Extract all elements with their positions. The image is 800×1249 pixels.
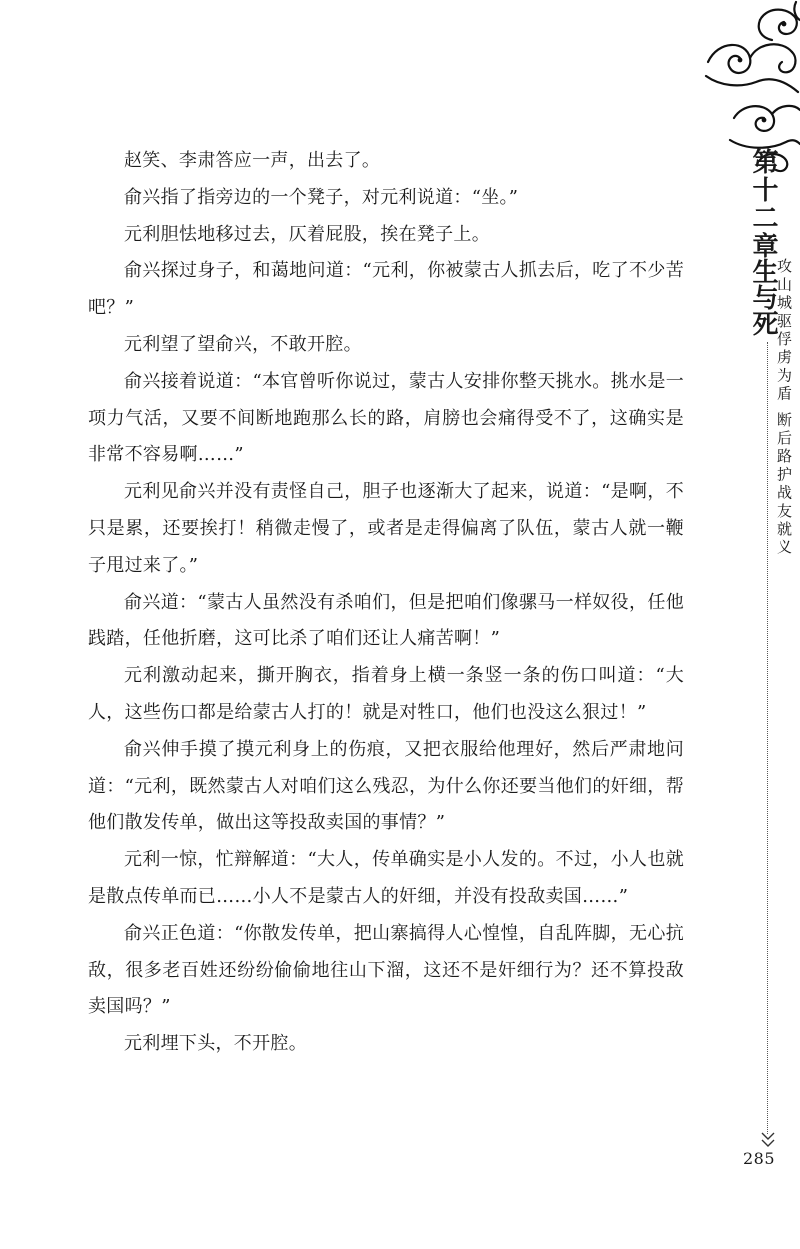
paragraph: 元利激动起来，撕开胸衣，指着身上横一条竖一条的伤口叫道：“大人，这些伤口都是给蒙古人打的！就是对牲口，他们也没这么狠过！” (88, 665, 684, 723)
double-chevron-down-icon (758, 1130, 778, 1150)
paragraph: 元利胆怯地移过去，仄着屁股，挨在凳子上。 (124, 223, 490, 245)
margin-divider-line (767, 342, 768, 1134)
chapter-number: 第十二章 (748, 148, 778, 260)
paragraph: 俞兴正色道：“你散发传单，把山寨搞得人心惶惶，自乱阵脚，无心抗敌，很多老百姓还纷纷偷偷地往山下溜，这还不是奸细行为？还不算投敌卖国吗？” (88, 922, 684, 1018)
paragraph: 赵笑、李肃答应一声，出去了。 (124, 150, 381, 171)
paragraph: 俞兴伸手摸了摸元利身上的伤痕，又把衣服给他理好，然后严肃地问道：“元利，既然蒙古人对咱们这么残忍，为什么你还要当他们的奸细，帮他们散发传单，做出这等投敌卖国的事情？” (88, 738, 684, 834)
paragraph: 俞兴指了指旁边的一个凳子，对元利说道：“坐。” (124, 186, 519, 208)
paragraph: 元利望了望俞兴，不敢开腔。 (124, 333, 362, 355)
chapter-title: 生与死 (748, 258, 778, 336)
paragraph: 元利见俞兴并没有责怪自己，胆子也逐渐大了起来，说道：“是啊，不只是累，还要挨打！稍微走慢了，或者是走得偏离了队伍，蒙古人就一鞭子甩过来了。” (88, 481, 684, 576)
paragraph: 元利埋下头，不开腔。 (124, 1033, 307, 1055)
chapter-subtitle: 攻山城驱俘虏为盾 断后路护战友就义 (775, 258, 793, 558)
chapter-body-text (88, 143, 684, 1063)
paragraph: 俞兴道：“蒙古人虽然没有杀咱们，但是把咱们像骡马一样奴役，任他践踏，任他折磨，这可比杀了咱们还让人痛苦啊！” (88, 591, 684, 650)
paragraph: 元利一惊，忙辩解道：“大人，传单确实是小人发的。不过，小人也就是散点传单而已……小人不是蒙古人的奸细，并没有投敌卖国……” (88, 849, 684, 907)
page-number: 285 (743, 1149, 776, 1168)
paragraph: 俞兴探过身子，和蔼地问道：“元利，你被蒙古人抓去后，吃了不少苦吧？” (88, 260, 684, 319)
paragraph: 俞兴接着说道：“本官曾听你说过，蒙古人安排你整天挑水。挑水是一项力气活，又要不间断地跑那么长的路，肩膀也会痛得受不了，这确实是非常不容易啊……” (88, 370, 684, 466)
